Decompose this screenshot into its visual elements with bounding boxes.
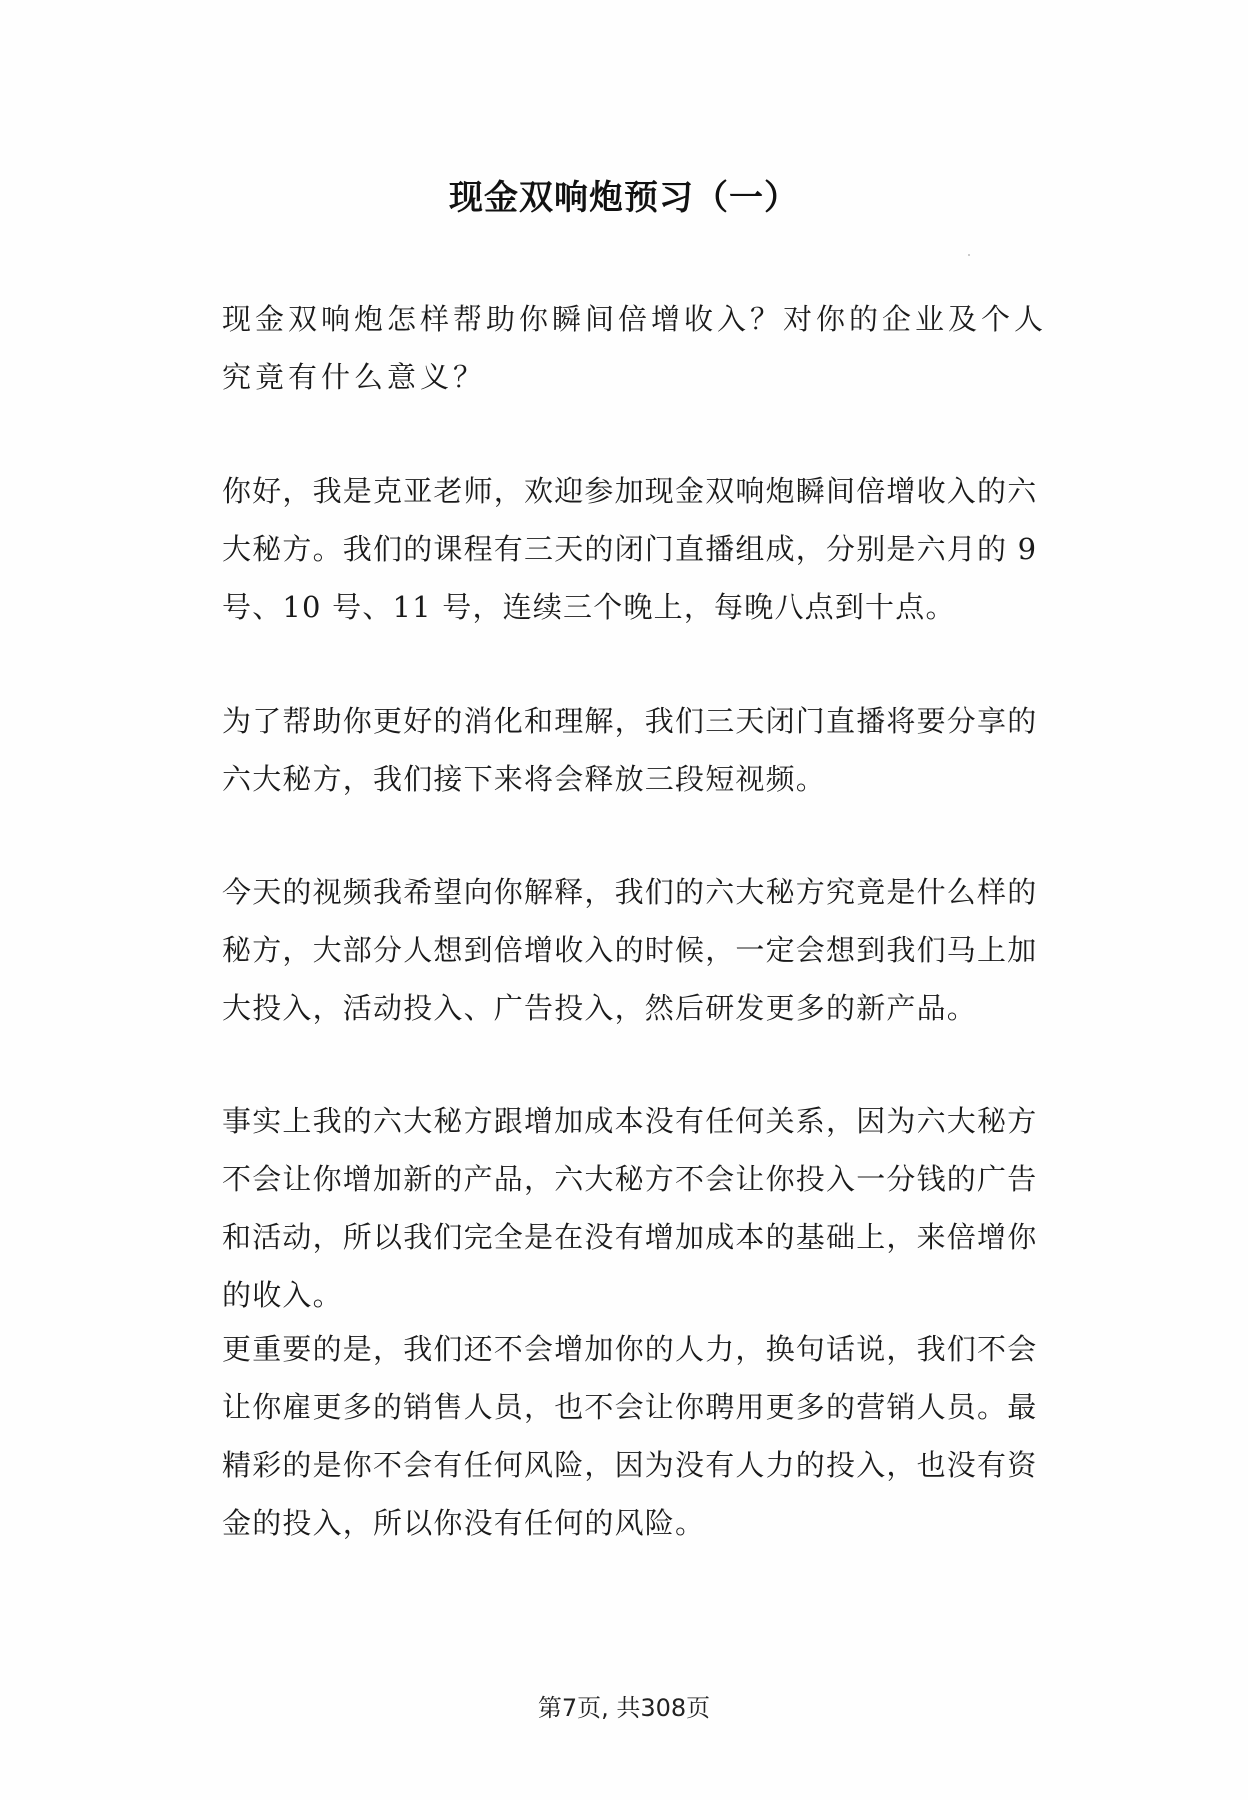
scan-speck — [968, 254, 970, 256]
page-number-footer: 第7页, 共308页 — [537, 1694, 711, 1722]
page-title: 现金双响炮预习（一） — [449, 178, 799, 218]
paragraph: 事实上我的六大秘方跟增加成本没有任何关系，因为六大秘方不会让你增加新的产品，六大秘方不会让你投入一分钱的广告和活动，所以我们完全是在没有增加成本的基础上，来倍增你的收入。 — [222, 1104, 1038, 1312]
intro-question: 现金双响炮怎样帮助你瞬间倍增收入？对你的企业及个人究竟有什么意义？ — [222, 302, 1048, 394]
paragraph: 今天的视频我希望向你解释，我们的六大秘方究竟是什么样的秘方，大部分人想到倍增收入的时候，一定会想到我们马上加大投入，活动投入、广告投入，然后研发更多的新产品。 — [222, 875, 1038, 1025]
paragraph: 更重要的是，我们还不会增加你的人力，换句话说，我们不会让你雇更多的销售人员，也不会让你聘用更多的营销人员。最精彩的是你不会有任何风险，因为没有人力的投入，也没有资金的投入，所以你没有任何的风险。 — [222, 1332, 1038, 1540]
paragraph: 你好，我是克亚老师，欢迎参加现金双响炮瞬间倍增收入的六大秘方。我们的课程有三天的闭门直播组成，分别是六月的 9 号、10 号、11 号，连续三个晚上，每晚八点到十点。 — [222, 474, 1038, 624]
paragraph: 为了帮助你更好的消化和理解，我们三天闭门直播将要分享的六大秘方，我们接下来将会释放三段短视频。 — [222, 704, 1038, 796]
